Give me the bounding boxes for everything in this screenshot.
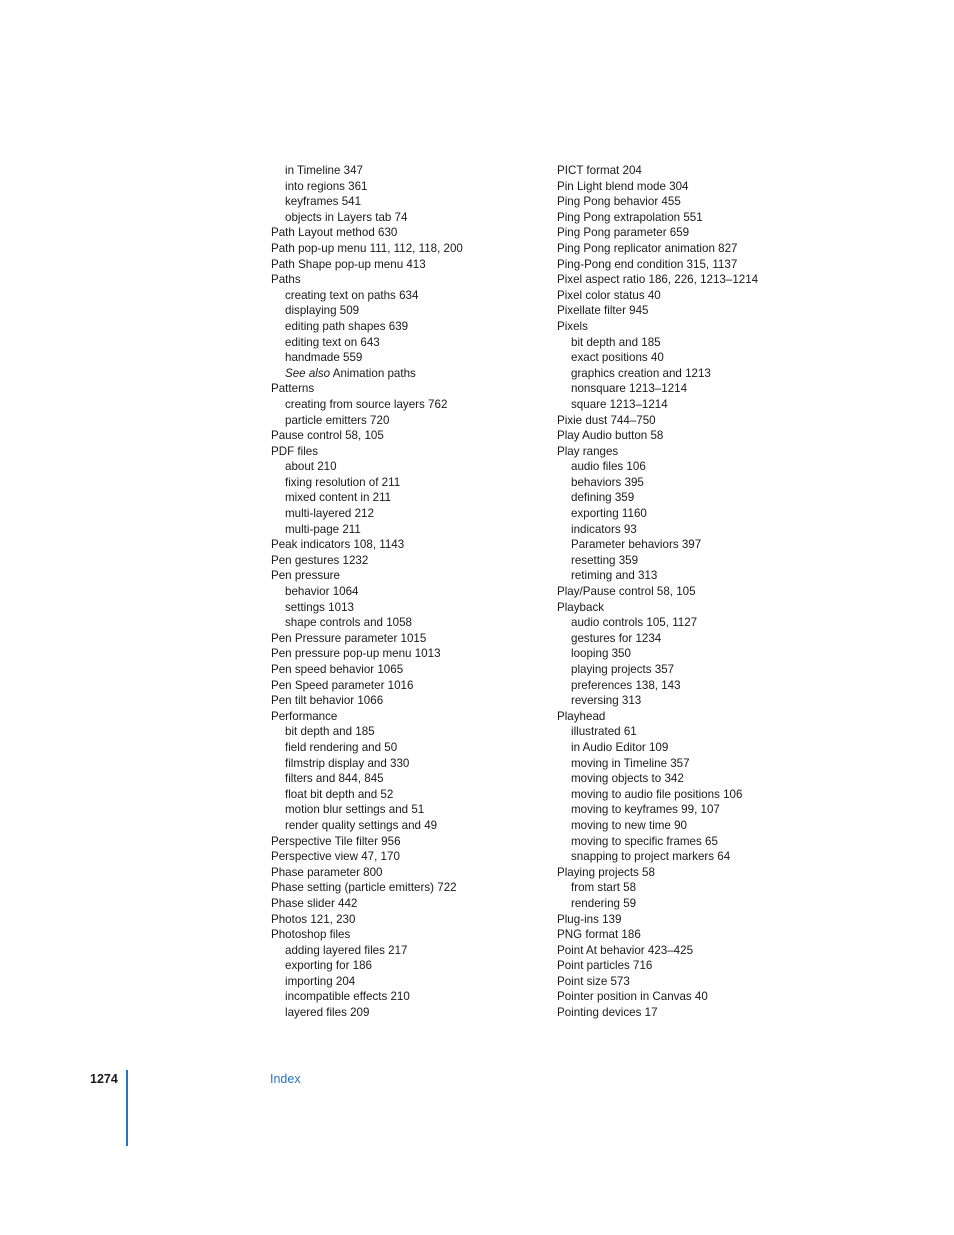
entry-text: square 1213–1214 bbox=[571, 397, 668, 411]
entry-text: rendering 59 bbox=[571, 896, 637, 910]
index-subentry bbox=[271, 740, 551, 756]
entry-text: Pen gestures 1232 bbox=[271, 553, 369, 567]
index-subentry bbox=[557, 381, 837, 397]
index-subentry bbox=[557, 553, 837, 569]
index-entry bbox=[557, 241, 837, 257]
entry-text: exporting 1160 bbox=[571, 507, 647, 521]
index-entry bbox=[557, 225, 837, 241]
entry-text: incompatible effects 210 bbox=[285, 990, 410, 1004]
entry-text: moving to audio file positions 106 bbox=[571, 787, 743, 801]
index-entry bbox=[557, 257, 837, 273]
entry-text: audio files 106 bbox=[571, 460, 646, 474]
index-entry bbox=[271, 553, 551, 569]
index-entry bbox=[557, 303, 837, 319]
index-column-left bbox=[271, 163, 551, 1021]
index-subentry bbox=[557, 397, 837, 413]
entry-text: Playback bbox=[557, 600, 605, 614]
entry-text: float bit depth and 52 bbox=[285, 787, 394, 801]
entry-text: Pen Pressure parameter 1015 bbox=[271, 631, 427, 645]
entry-text: fixing resolution of 211 bbox=[285, 475, 401, 489]
index-entry bbox=[271, 834, 551, 850]
index-subentry bbox=[271, 459, 551, 475]
entry-text: defining 359 bbox=[571, 491, 635, 505]
entry-text: Playing projects 58 bbox=[557, 865, 655, 879]
index-subentry bbox=[557, 771, 837, 787]
entry-text: Phase parameter 800 bbox=[271, 865, 383, 879]
index-subentry bbox=[271, 335, 551, 351]
entry-text: Pixel aspect ratio 186, 226, 1213–1214 bbox=[557, 273, 759, 287]
entry-text: Plug-ins 139 bbox=[557, 912, 622, 926]
entry-text: preferences 138, 143 bbox=[571, 678, 681, 692]
entry-text: Pixels bbox=[557, 319, 588, 333]
index-entry bbox=[271, 693, 551, 709]
entry-text: Paths bbox=[271, 273, 301, 287]
index-subentry bbox=[557, 802, 837, 818]
entry-text: Perspective Tile filter 956 bbox=[271, 834, 401, 848]
index-subentry bbox=[271, 522, 551, 538]
index-subentry bbox=[557, 880, 837, 896]
index-subentry bbox=[557, 335, 837, 351]
index-subentry bbox=[557, 475, 837, 491]
index-entry bbox=[271, 381, 551, 397]
index-subentry bbox=[557, 787, 837, 803]
entry-text: motion blur settings and 51 bbox=[285, 803, 425, 817]
entry-text: particle emitters 720 bbox=[285, 413, 390, 427]
entry-text: Pin Light blend mode 304 bbox=[557, 179, 689, 193]
index-subentry bbox=[557, 537, 837, 553]
index-entry bbox=[557, 927, 837, 943]
index-entry bbox=[271, 257, 551, 273]
entry-text: Pointer position in Canvas 40 bbox=[557, 990, 708, 1004]
entry-text: about 210 bbox=[285, 460, 337, 474]
index-subentry bbox=[271, 615, 551, 631]
entry-text: in Audio Editor 109 bbox=[571, 740, 669, 754]
index-subentry bbox=[557, 678, 837, 694]
entry-text: retiming and 313 bbox=[571, 569, 658, 583]
index-entry bbox=[557, 584, 837, 600]
entry-text: Pen Speed parameter 1016 bbox=[271, 678, 414, 692]
index-subentry bbox=[557, 350, 837, 366]
entry-text: audio controls 105, 1127 bbox=[571, 616, 698, 630]
entry-text: gestures for 1234 bbox=[571, 631, 662, 645]
entry-text: snapping to project markers 64 bbox=[571, 850, 731, 864]
index-entry bbox=[557, 288, 837, 304]
index-entry bbox=[557, 600, 837, 616]
entry-text: moving to specific frames 65 bbox=[571, 834, 718, 848]
entry-text: Parameter behaviors 397 bbox=[571, 538, 702, 552]
index-entry bbox=[271, 880, 551, 896]
entry-text: nonsquare 1213–1214 bbox=[571, 382, 688, 396]
index-entry bbox=[557, 428, 837, 444]
entry-text: layered files 209 bbox=[285, 1006, 370, 1020]
entry-text: graphics creation and 1213 bbox=[571, 366, 711, 380]
index-entry bbox=[271, 444, 551, 460]
entry-text: Pixel color status 40 bbox=[557, 288, 661, 302]
entry-text: exact positions 40 bbox=[571, 351, 664, 365]
entry-text: Play ranges bbox=[557, 444, 619, 458]
index-entry bbox=[271, 631, 551, 647]
entry-text: Photos 121, 230 bbox=[271, 912, 356, 926]
index-entry bbox=[557, 179, 837, 195]
index-entry bbox=[271, 272, 551, 288]
page-number: 1274 bbox=[90, 1072, 118, 1086]
index-subentry bbox=[271, 974, 551, 990]
entry-text: Path Layout method 630 bbox=[271, 226, 398, 240]
entry-text: resetting 359 bbox=[571, 553, 639, 567]
entry-text: Play/Pause control 58, 105 bbox=[557, 585, 696, 599]
index-subentry bbox=[557, 522, 837, 538]
entry-text: illustrated 61 bbox=[571, 725, 637, 739]
index-subentry bbox=[271, 818, 551, 834]
index-entry bbox=[271, 241, 551, 257]
entry-text: moving to new time 90 bbox=[571, 818, 687, 832]
index-entry bbox=[271, 709, 551, 725]
entry-text: Pen speed behavior 1065 bbox=[271, 663, 404, 676]
footer-divider bbox=[126, 1070, 128, 1146]
entry-text: Performance bbox=[271, 709, 338, 723]
index-subentry bbox=[271, 366, 551, 382]
entry-text: shape controls and 1058 bbox=[285, 616, 412, 630]
index-subentry bbox=[271, 802, 551, 818]
entry-text: adding layered files 217 bbox=[285, 943, 408, 957]
entry-text: indicators 93 bbox=[571, 522, 637, 536]
index-subentry bbox=[557, 693, 837, 709]
entry-text: Ping-Pong end condition 315, 1137 bbox=[557, 257, 738, 271]
index-entry bbox=[271, 225, 551, 241]
index-entry bbox=[557, 709, 837, 725]
entry-text: Perspective view 47, 170 bbox=[271, 850, 400, 864]
index-subentry bbox=[557, 490, 837, 506]
index-subentry bbox=[271, 319, 551, 335]
index-subentry bbox=[557, 756, 837, 772]
entry-text: PNG format 186 bbox=[557, 928, 641, 942]
index-subentry bbox=[271, 194, 551, 210]
index-subentry bbox=[271, 210, 551, 226]
index-subentry bbox=[557, 615, 837, 631]
section-label: Index bbox=[270, 1072, 301, 1086]
entry-text: render quality settings and 49 bbox=[285, 818, 438, 832]
entry-text: playing projects 357 bbox=[571, 663, 675, 676]
entry-text: Peak indicators 108, 1143 bbox=[271, 538, 405, 552]
index-subentry bbox=[271, 163, 551, 179]
entry-text: filters and 844, 845 bbox=[285, 772, 384, 786]
entry-text: in Timeline 347 bbox=[285, 164, 363, 177]
index-column-right bbox=[557, 163, 837, 1021]
entry-text: bit depth and 185 bbox=[285, 725, 375, 739]
entry-text: Pen tilt behavior 1066 bbox=[271, 694, 384, 708]
entry-text: Pause control 58, 105 bbox=[271, 429, 384, 443]
entry-text: editing text on 643 bbox=[285, 335, 380, 349]
index-subentry bbox=[557, 506, 837, 522]
entry-text: PDF files bbox=[271, 444, 319, 458]
entry-text: exporting for 186 bbox=[285, 959, 373, 973]
entry-text: looping 350 bbox=[571, 647, 631, 661]
index-entry bbox=[271, 662, 551, 678]
entry-text: importing 204 bbox=[285, 974, 356, 988]
index-subentry bbox=[271, 724, 551, 740]
entry-text: Point particles 716 bbox=[557, 959, 653, 973]
entry-text: Ping Pong extrapolation 551 bbox=[557, 210, 703, 224]
index-subentry bbox=[271, 958, 551, 974]
index-subentry bbox=[271, 350, 551, 366]
entry-text: from start 58 bbox=[571, 881, 637, 895]
index-entry bbox=[271, 537, 551, 553]
index-entry bbox=[557, 163, 837, 179]
index-subentry bbox=[557, 459, 837, 475]
index-entry bbox=[557, 1005, 837, 1021]
entry-text: objects in Layers tab 74 bbox=[285, 210, 408, 224]
index-subentry bbox=[271, 413, 551, 429]
index-subentry bbox=[271, 584, 551, 600]
index-subentry bbox=[557, 818, 837, 834]
index-entry bbox=[271, 912, 551, 928]
entry-text: PICT format 204 bbox=[557, 164, 642, 177]
entry-text: Photoshop files bbox=[271, 928, 351, 942]
entry-text: reversing 313 bbox=[571, 694, 642, 708]
index-subentry bbox=[557, 724, 837, 740]
entry-text: Pen pressure bbox=[271, 569, 340, 583]
index-subentry bbox=[557, 568, 837, 584]
index-entry bbox=[557, 210, 837, 226]
index-entry bbox=[271, 678, 551, 694]
entry-text: mixed content in 211 bbox=[285, 491, 392, 505]
index-entry bbox=[557, 272, 837, 288]
entry-text: moving objects to 342 bbox=[571, 772, 684, 786]
entry-text: creating text on paths 634 bbox=[285, 288, 419, 302]
index-subentry bbox=[271, 1005, 551, 1021]
index-subentry bbox=[271, 756, 551, 772]
entry-text: Pixie dust 744–750 bbox=[557, 413, 656, 427]
index-entry bbox=[271, 849, 551, 865]
entry-text: editing path shapes 639 bbox=[285, 319, 409, 333]
entry-text: Ping Pong behavior 455 bbox=[557, 195, 681, 209]
index-subentry bbox=[271, 787, 551, 803]
entry-text: multi-page 211 bbox=[285, 522, 361, 536]
index-subentry bbox=[271, 397, 551, 413]
entry-text: Pointing devices 17 bbox=[557, 1006, 658, 1020]
entry-text: Point At behavior 423–425 bbox=[557, 943, 694, 957]
index-subentry bbox=[557, 740, 837, 756]
entry-text: handmade 559 bbox=[285, 351, 363, 365]
index-entry bbox=[271, 568, 551, 584]
index-entry bbox=[557, 989, 837, 1005]
entry-text: Play Audio button 58 bbox=[557, 429, 664, 443]
index-entry bbox=[557, 444, 837, 460]
index-entry bbox=[271, 646, 551, 662]
entry-text: moving in Timeline 357 bbox=[571, 756, 690, 770]
entry-text: Point size 573 bbox=[557, 974, 630, 988]
index-entry bbox=[271, 865, 551, 881]
index-subentry bbox=[271, 303, 551, 319]
index-entry bbox=[557, 319, 837, 335]
entry-text: field rendering and 50 bbox=[285, 740, 398, 754]
index-entry bbox=[557, 865, 837, 881]
entry-text: Path pop-up menu 111, 112, 118, 200 bbox=[271, 241, 463, 255]
entry-text: Playhead bbox=[557, 709, 606, 723]
index-entry bbox=[557, 943, 837, 959]
entry-text: multi-layered 212 bbox=[285, 507, 374, 521]
index-entry bbox=[557, 912, 837, 928]
index-subentry bbox=[271, 600, 551, 616]
entry-text: behavior 1064 bbox=[285, 585, 359, 599]
entry-text: Pixellate filter 945 bbox=[557, 304, 649, 318]
index-subentry bbox=[557, 646, 837, 662]
index-subentry bbox=[557, 631, 837, 647]
entry-text: Phase setting (particle emitters) 722 bbox=[271, 881, 457, 895]
entry-text: Phase slider 442 bbox=[271, 896, 358, 910]
entry-text: Ping Pong replicator animation 827 bbox=[557, 241, 738, 255]
index-subentry bbox=[271, 475, 551, 491]
index-entry bbox=[557, 974, 837, 990]
index-subentry bbox=[271, 989, 551, 1005]
index-subentry bbox=[271, 490, 551, 506]
entry-text: settings 1013 bbox=[285, 600, 354, 614]
entry-text: displaying 509 bbox=[285, 304, 360, 318]
index-subentry bbox=[557, 834, 837, 850]
index-subentry bbox=[271, 771, 551, 787]
index-subentry bbox=[557, 896, 837, 912]
entry-text: moving to keyframes 99, 107 bbox=[571, 803, 720, 817]
index-entry bbox=[557, 958, 837, 974]
entry-text: Pen pressure pop-up menu 1013 bbox=[271, 647, 441, 661]
index-subentry bbox=[271, 179, 551, 195]
see-also-label: See also bbox=[285, 366, 331, 380]
index-subentry bbox=[271, 506, 551, 522]
index-subentry bbox=[271, 288, 551, 304]
entry-text: behaviors 395 bbox=[571, 475, 644, 489]
index-subentry bbox=[557, 662, 837, 678]
entry-text: Ping Pong parameter 659 bbox=[557, 226, 690, 240]
entry-text: Animation paths bbox=[330, 366, 416, 380]
entry-text: Patterns bbox=[271, 382, 315, 396]
index-subentry bbox=[557, 366, 837, 382]
entry-text: into regions 361 bbox=[285, 179, 368, 193]
entry-text: Path Shape pop-up menu 413 bbox=[271, 257, 426, 271]
entry-text: creating from source layers 762 bbox=[285, 397, 448, 411]
index-entry bbox=[271, 896, 551, 912]
index-entry bbox=[557, 413, 837, 429]
entry-text: filmstrip display and 330 bbox=[285, 756, 410, 770]
index-subentry bbox=[271, 943, 551, 959]
entry-text: keyframes 541 bbox=[285, 195, 362, 209]
index-entry bbox=[271, 428, 551, 444]
index-entry bbox=[557, 194, 837, 210]
index-entry bbox=[271, 927, 551, 943]
index-subentry bbox=[557, 849, 837, 865]
entry-text: bit depth and 185 bbox=[571, 335, 661, 349]
